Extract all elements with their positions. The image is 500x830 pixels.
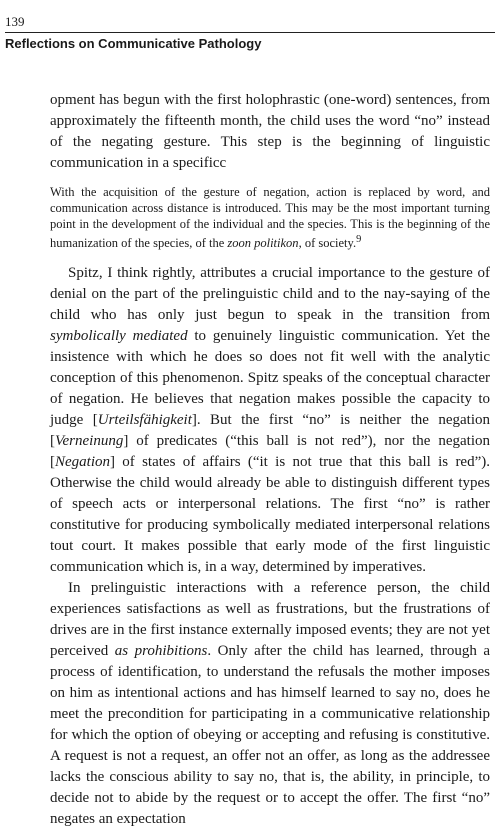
text-run: to genuinely linguistic communication. Yet the insistence with which he does so does not fit well with the analytic conception of this phenomenon. Spitz speaks of the conceptual character of negation. He believes that negation makes possible the capacity to judge [: [50, 328, 490, 429]
body-text: [50, 90, 490, 830]
italic-run: Negation: [55, 454, 110, 471]
running-title: Reflections on Communicative Pathology: [5, 36, 262, 51]
text-run: ]. But the first “no” is neither the negation [: [50, 412, 490, 450]
page-number: 139: [5, 14, 25, 29]
paragraph: [50, 263, 490, 578]
text-run: ] of predicates (“this ball is not red”), nor the negation [: [50, 433, 490, 471]
header-rule: [5, 32, 495, 33]
paragraph-continuation: opment has begun with the first holophrastic (one-word) sentences, from approximately the fifteenth month, the child uses the word “no” instead of the negating gesture. This step is the beginning of linguistic communication in a specificc: [50, 92, 490, 171]
italic-run: Urteilsfähigkeit: [97, 412, 192, 429]
text-run: . Only after the child has learned, through a process of identification, to understand the refusals the mother imposes on him as intentional actions and has himself learned to say no, does he meet the precondition for participating in a communicative relationship for which the option of obeying or accepting and refusing is constitutive. A request is not a request, an offer not an offer, as long as the addressee lacks the conscious ability to say no, that is, the ability, in principle, to decide not to abide by the request or to accept the offer. The first “no” negates an expectation: [50, 643, 490, 828]
text-run: Spitz, I think rightly, attributes a crucial importance to the gesture of denial on the part of the prelinguistic child and to the nay-saying of the child who has only just begun to speak in the transition from: [50, 265, 490, 324]
italic-run: as prohibitions: [114, 643, 208, 660]
footnote-marker: 9: [356, 234, 362, 245]
quote-text: With the acquisition of the gesture of negation, action is replaced by word, and communication across distance is introduced. This may be the most important turning point in the development of the individual and the species. This is the beginning of the humanization of the species, of the: [50, 185, 490, 251]
italic-run: Verneinung: [55, 433, 124, 450]
paragraph: [50, 578, 490, 830]
italic-run: symbolically mediated: [50, 328, 188, 345]
text-run: In prelinguistic interactions with a reference person, the child experiences satisfactions as well as frustrations, but the frustrations of drives are in the first instance externally imposed events; they are not yet perceived: [50, 580, 490, 660]
text-run: ] of states of affairs (“it is not true that this ball is red”). Otherwise the child would already be able to distinguish different types of speech acts or interpersonal relations. The first “no” is rather constitutive for producing symbolically mediated interpersonal relations tout court. It makes possible that early mode of the first linguistic communication which is, in a way, determined by imperatives.: [50, 454, 490, 576]
quote-italic: zoon politikon: [227, 236, 299, 251]
block-quote: [50, 184, 490, 251]
quote-text-end: , of society.: [298, 236, 357, 251]
